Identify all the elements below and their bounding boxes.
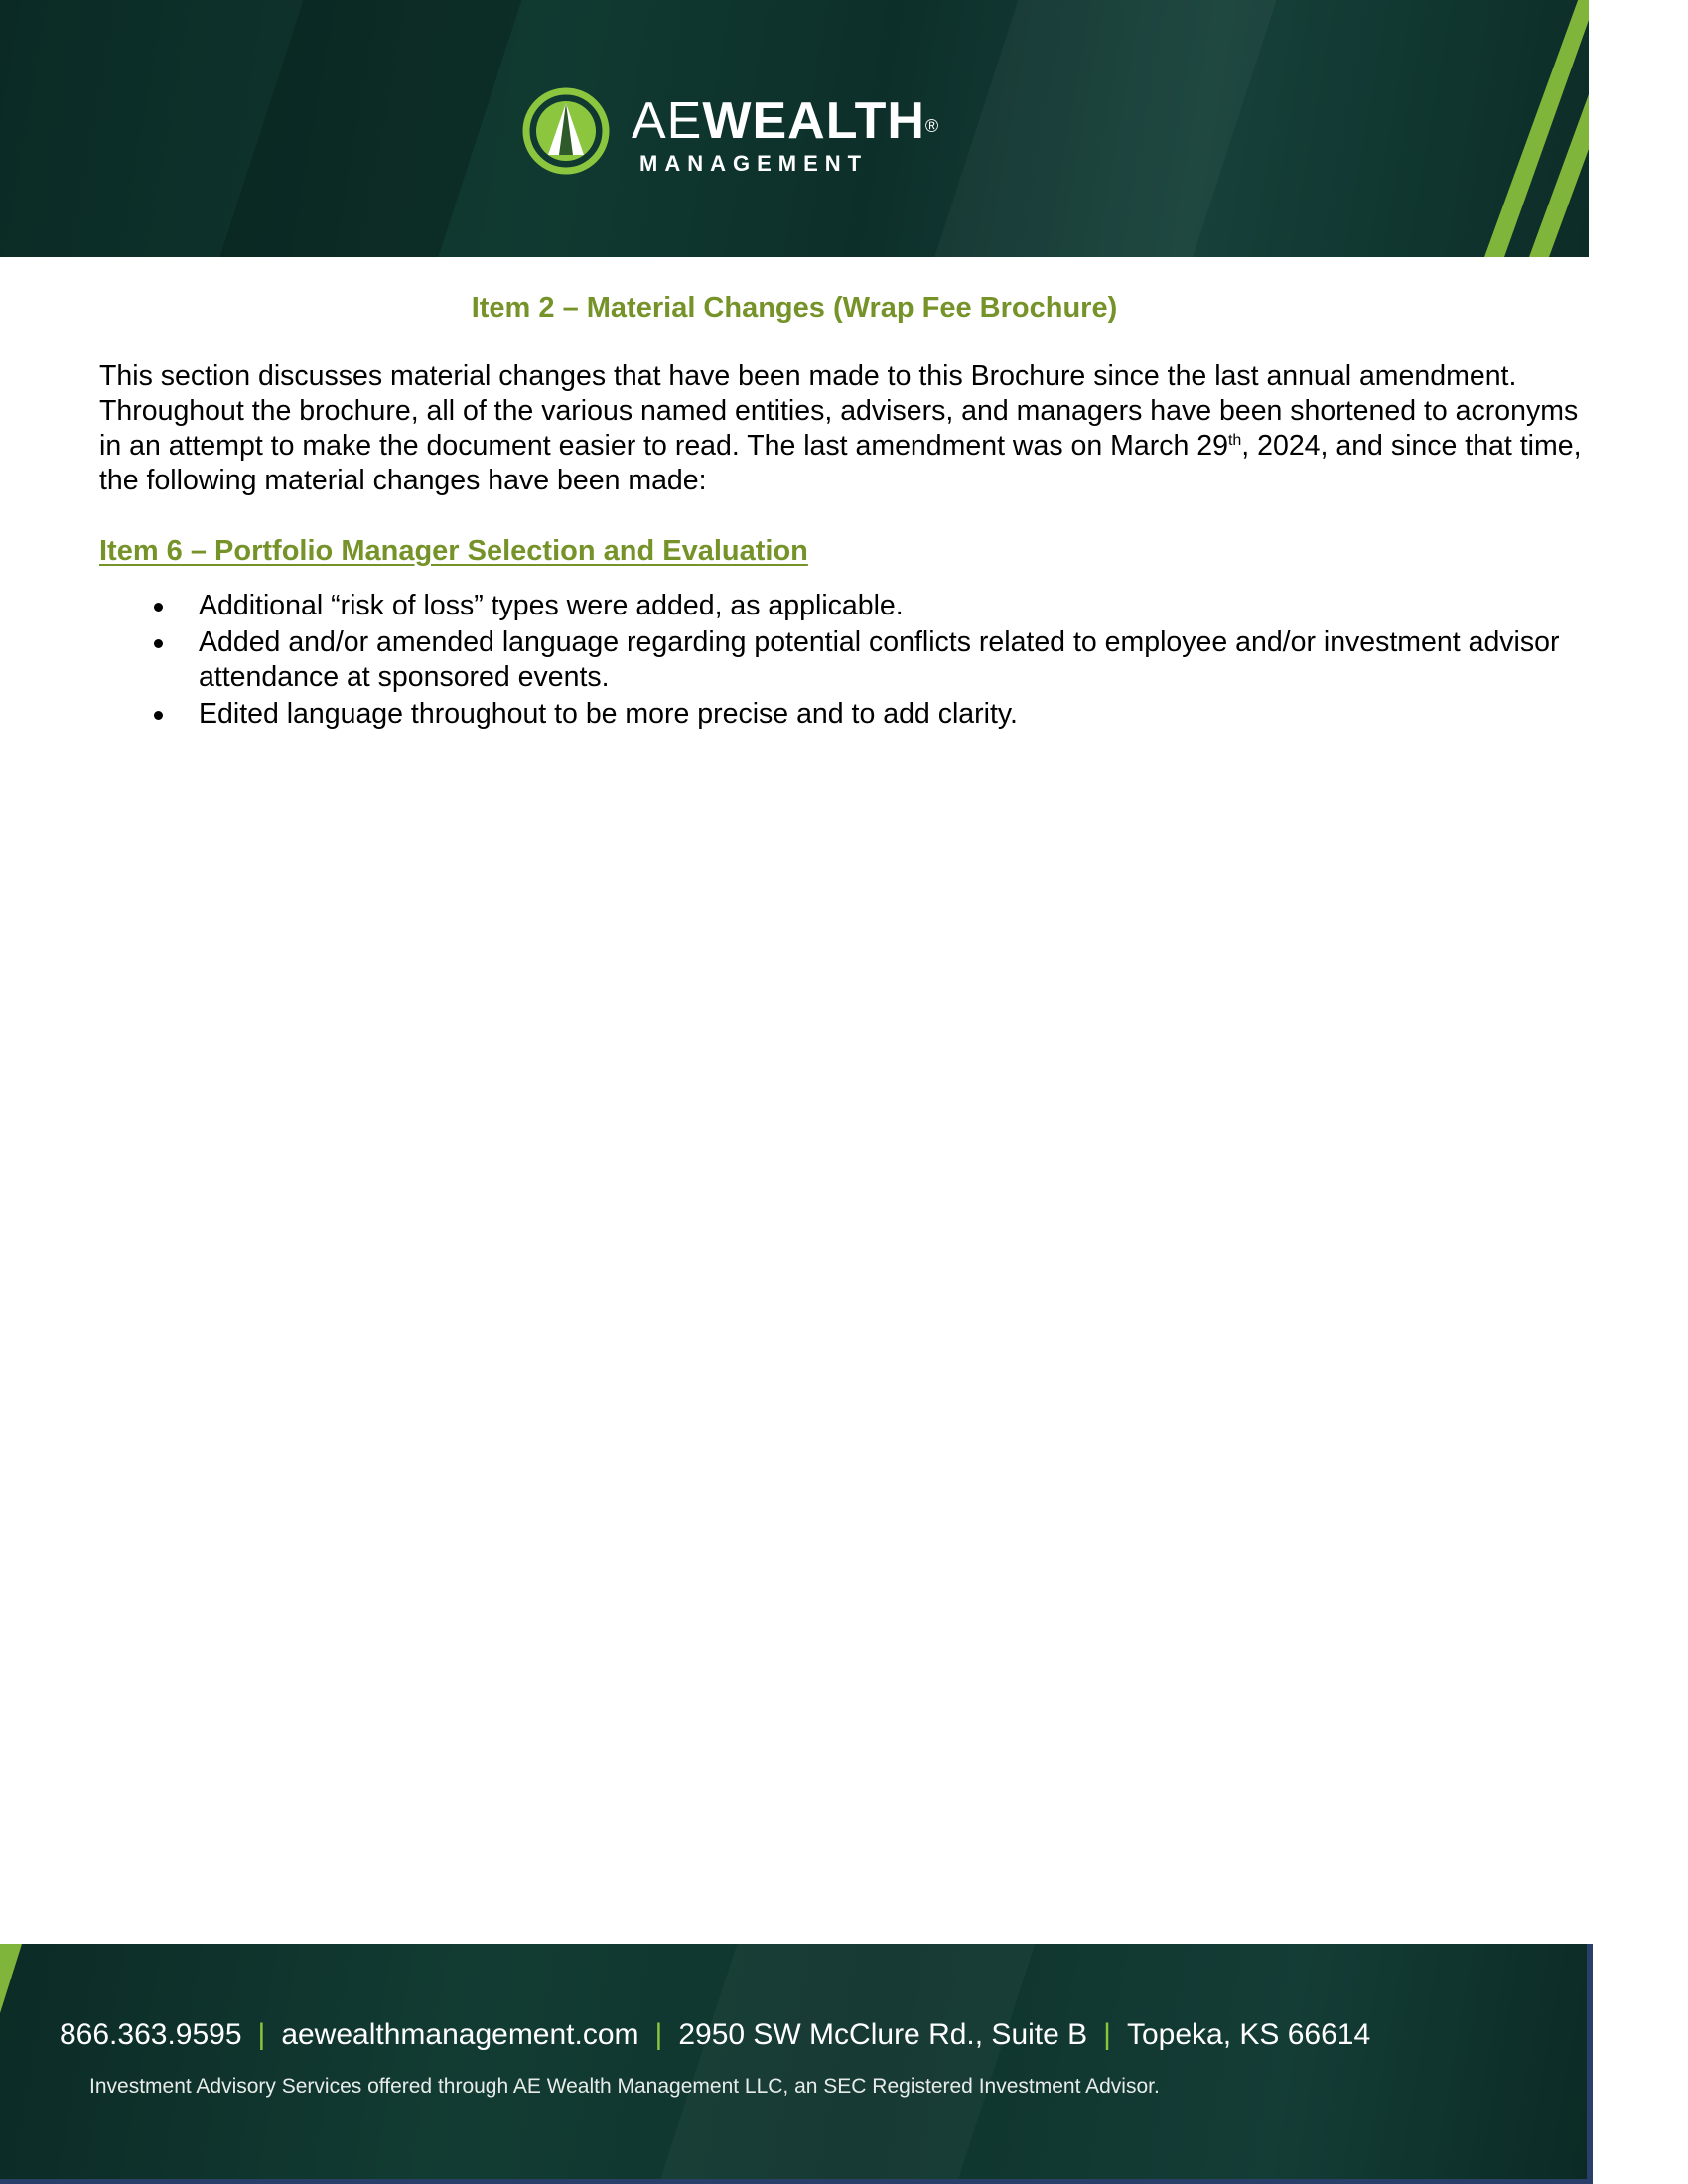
footer-edge	[1587, 1944, 1593, 2184]
footer-website: aewealthmanagement.com	[281, 2018, 639, 2051]
footer-separator: |	[257, 2018, 266, 2051]
list-item-text: Edited language throughout to be more precise and to add clarity.	[199, 698, 1018, 730]
footer-contact-line	[60, 2017, 1370, 2053]
footer-stripe-decoration	[0, 1944, 40, 2063]
list-item	[99, 625, 1589, 695]
bullet-icon	[154, 639, 163, 648]
logo-wealth-text: WEALTH	[702, 92, 925, 150]
footer-banner	[0, 1944, 1593, 2184]
header-shade	[201, 0, 535, 257]
intro-superscript: th	[1227, 432, 1242, 449]
list-item	[99, 697, 1589, 732]
logo-ae-text: AE	[632, 92, 703, 150]
list-item-text: Added and/or amended language regarding potential conflicts related to employee and/or investment advisor attendance at sponsored events.	[199, 626, 1560, 693]
bullet-icon	[154, 711, 163, 720]
logo-mark-icon	[522, 87, 610, 175]
footer-address: 2950 SW McClure Rd., Suite B	[678, 2018, 1088, 2051]
list-item-text: Additional “risk of loss” types were added, as applicable.	[199, 590, 904, 621]
footer-separator: |	[654, 2018, 663, 2051]
logo-registered-mark: ®	[924, 116, 940, 136]
footer-bottom-edge	[0, 2179, 1593, 2184]
intro-text-part1: This section discusses material changes that have been made to this Brochure since the last annual amendment. Throughout the brochure, all of the various named entities, advisers, and managers have been shortened to acronyms in an attempt to make the document easier to read. The last amendment was on March 29	[99, 360, 1579, 462]
page-title: Item 2 – Material Changes (Wrap Fee Brochure)	[471, 292, 1118, 324]
footer-phone: 866.363.9595	[60, 2018, 242, 2051]
company-logo	[522, 87, 979, 183]
changes-list	[99, 589, 1589, 734]
list-item	[99, 589, 1589, 623]
footer-disclaimer: Investment Advisory Services offered through AE Wealth Management LLC, an SEC Registered Investment Advisor.	[89, 2075, 1160, 2098]
intro-text-part2: , 2024, and since that time, the following material changes have been made:	[99, 430, 1582, 496]
logo-management-text: MANAGEMENT	[639, 151, 869, 176]
footer-city: Topeka, KS 66614	[1126, 2018, 1371, 2051]
bullet-icon	[154, 603, 163, 612]
logo-wordmark	[632, 93, 939, 154]
intro-paragraph	[99, 359, 1589, 498]
header-stripes-decoration	[1390, 0, 1589, 257]
footer-separator: |	[1103, 2018, 1111, 2051]
header-banner	[0, 0, 1589, 257]
footer-shade	[640, 1944, 1048, 2184]
section-heading-item-6: Item 6 – Portfolio Manager Selection and Evaluation	[99, 535, 808, 567]
